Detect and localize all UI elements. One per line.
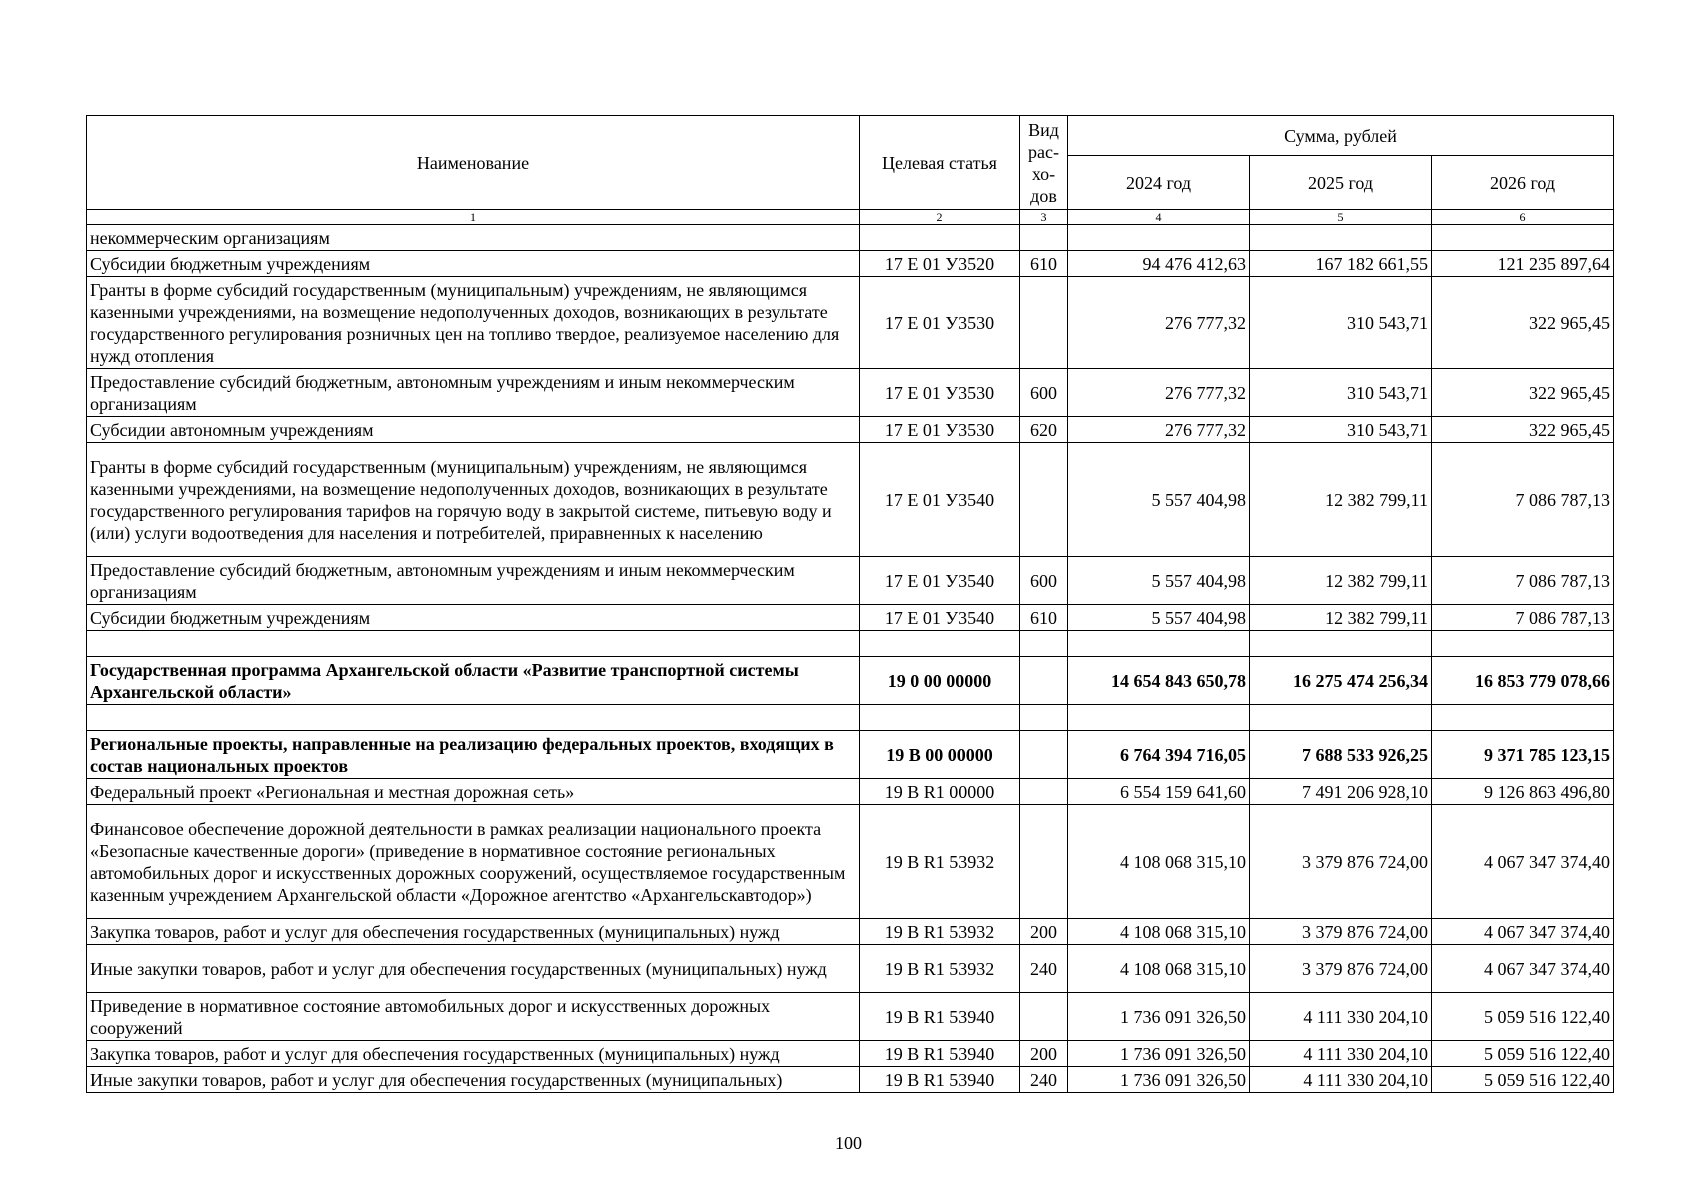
row-sum-2024: 94 476 412,63 (1068, 251, 1250, 277)
page-number: 100 (835, 1133, 862, 1153)
row-sum-2025 (1250, 705, 1432, 731)
table-row (87, 1041, 1614, 1067)
row-sum-2024 (1068, 631, 1250, 657)
row-target-article: 19 В R1 53940 (860, 1041, 1020, 1067)
row-expense-type (1020, 443, 1068, 557)
row-sum-2026: 4 067 347 374,40 (1432, 919, 1614, 945)
row-expense-type (1020, 277, 1068, 369)
row-target-article: 19 В R1 53940 (860, 993, 1020, 1041)
row-sum-2025: 7 688 533 926,25 (1250, 731, 1432, 779)
header-expense-type: Вид рас- хо- дов (1020, 116, 1068, 210)
row-sum-2025: 4 111 330 204,10 (1250, 1041, 1432, 1067)
row-expense-type (1020, 731, 1068, 779)
row-sum-2025 (1250, 225, 1432, 251)
table-row (87, 919, 1614, 945)
row-sum-2026: 5 059 516 122,40 (1432, 993, 1614, 1041)
row-expense-type: 200 (1020, 1041, 1068, 1067)
row-sum-2024: 14 654 843 650,78 (1068, 657, 1250, 705)
column-number-row (87, 210, 1614, 225)
row-sum-2025: 310 543,71 (1250, 369, 1432, 417)
budget-table (86, 115, 1614, 1093)
row-sum-2026: 16 853 779 078,66 (1432, 657, 1614, 705)
row-name: Региональные проекты, направленные на реализацию федеральных проектов, входящих в состав национальных проектов (87, 731, 860, 779)
row-target-article: 19 В R1 53932 (860, 805, 1020, 919)
row-sum-2026: 9 371 785 123,15 (1432, 731, 1614, 779)
row-sum-2024: 276 777,32 (1068, 417, 1250, 443)
row-target-article: 19 0 00 00000 (860, 657, 1020, 705)
row-expense-type (1020, 779, 1068, 805)
row-expense-type (1020, 805, 1068, 919)
row-sum-2025: 12 382 799,11 (1250, 605, 1432, 631)
row-sum-2026: 9 126 863 496,80 (1432, 779, 1614, 805)
row-sum-2026: 7 086 787,13 (1432, 605, 1614, 631)
row-expense-type: 600 (1020, 557, 1068, 605)
table-row (87, 705, 1614, 731)
row-target-article: 19 В R1 53940 (860, 1067, 1020, 1093)
table-row (87, 631, 1614, 657)
row-name: Предоставление субсидий бюджетным, автономным учреждениям и иным некоммерческим организациям (87, 369, 860, 417)
row-name: Субсидии автономным учреждениям (87, 417, 860, 443)
row-sum-2026: 5 059 516 122,40 (1432, 1067, 1614, 1093)
row-target-article: 17 Е 01 У3530 (860, 277, 1020, 369)
row-target-article: 19 В R1 00000 (860, 779, 1020, 805)
table-row (87, 225, 1614, 251)
row-sum-2026: 4 067 347 374,40 (1432, 805, 1614, 919)
header-target-article: Целевая статья (860, 116, 1020, 210)
row-sum-2025: 3 379 876 724,00 (1250, 945, 1432, 993)
row-target-article: 19 В R1 53932 (860, 919, 1020, 945)
row-name: Иные закупки товаров, работ и услуг для обеспечения государственных (муниципальных) (87, 1067, 860, 1093)
table-row (87, 779, 1614, 805)
table-row (87, 369, 1614, 417)
row-sum-2026: 322 965,45 (1432, 369, 1614, 417)
column-number: 1 (87, 210, 860, 225)
row-target-article (860, 225, 1020, 251)
header-year-2025: 2025 год (1250, 156, 1432, 210)
row-expense-type: 200 (1020, 919, 1068, 945)
row-sum-2025: 3 379 876 724,00 (1250, 919, 1432, 945)
row-name: Гранты в форме субсидий государственным (муниципальным) учреждениям, не являющимся казенными учреждениями, на возмещение недополученных доходов, возникающих в результате государственного регулирования тарифов на горячую воду в закрытой системе, питьевую воду и (или) услуги водоотведения для населения и потребителей, приравненных к населению (87, 443, 860, 557)
row-name: Иные закупки товаров, работ и услуг для обеспечения государственных (муниципальных) нужд (87, 945, 860, 993)
row-target-article (860, 705, 1020, 731)
table-row (87, 945, 1614, 993)
row-name: Предоставление субсидий бюджетным, автономным учреждениям и иным некоммерческим организациям (87, 557, 860, 605)
row-sum-2025: 12 382 799,11 (1250, 557, 1432, 605)
row-target-article: 17 Е 01 У3540 (860, 605, 1020, 631)
row-expense-type (1020, 657, 1068, 705)
table-row (87, 417, 1614, 443)
row-sum-2024: 1 736 091 326,50 (1068, 993, 1250, 1041)
row-target-article (860, 631, 1020, 657)
row-sum-2024 (1068, 705, 1250, 731)
row-expense-type: 610 (1020, 605, 1068, 631)
table-row (87, 557, 1614, 605)
header-year-2026: 2026 год (1432, 156, 1614, 210)
row-sum-2025: 167 182 661,55 (1250, 251, 1432, 277)
row-sum-2026: 322 965,45 (1432, 417, 1614, 443)
row-sum-2026: 5 059 516 122,40 (1432, 1041, 1614, 1067)
row-target-article: 17 Е 01 У3530 (860, 369, 1020, 417)
row-target-article: 19 В R1 53932 (860, 945, 1020, 993)
row-expense-type: 240 (1020, 945, 1068, 993)
row-sum-2024: 5 557 404,98 (1068, 443, 1250, 557)
column-number: 5 (1250, 210, 1432, 225)
row-sum-2024: 1 736 091 326,50 (1068, 1041, 1250, 1067)
row-sum-2024: 1 736 091 326,50 (1068, 1067, 1250, 1093)
column-number: 3 (1020, 210, 1068, 225)
row-sum-2026: 7 086 787,13 (1432, 557, 1614, 605)
row-sum-2024: 6 764 394 716,05 (1068, 731, 1250, 779)
row-name (87, 631, 860, 657)
column-number: 4 (1068, 210, 1250, 225)
row-sum-2024: 4 108 068 315,10 (1068, 945, 1250, 993)
row-sum-2025: 7 491 206 928,10 (1250, 779, 1432, 805)
row-expense-type: 240 (1020, 1067, 1068, 1093)
row-sum-2025: 310 543,71 (1250, 277, 1432, 369)
row-sum-2024: 5 557 404,98 (1068, 605, 1250, 631)
table-row (87, 657, 1614, 705)
table-row (87, 443, 1614, 557)
row-name: Закупка товаров, работ и услуг для обеспечения государственных (муниципальных) нужд (87, 919, 860, 945)
row-sum-2024 (1068, 225, 1250, 251)
row-sum-2025: 16 275 474 256,34 (1250, 657, 1432, 705)
row-expense-type (1020, 631, 1068, 657)
row-expense-type (1020, 993, 1068, 1041)
row-expense-type (1020, 705, 1068, 731)
table-row (87, 605, 1614, 631)
row-sum-2024: 4 108 068 315,10 (1068, 805, 1250, 919)
row-sum-2026: 322 965,45 (1432, 277, 1614, 369)
row-expense-type: 620 (1020, 417, 1068, 443)
row-target-article: 17 Е 01 У3520 (860, 251, 1020, 277)
row-expense-type (1020, 225, 1068, 251)
row-expense-type: 600 (1020, 369, 1068, 417)
table-row (87, 805, 1614, 919)
column-number: 2 (860, 210, 1020, 225)
row-name: некоммерческим организациям (87, 225, 860, 251)
row-sum-2026: 121 235 897,64 (1432, 251, 1614, 277)
row-name: Субсидии бюджетным учреждениям (87, 251, 860, 277)
row-expense-type: 610 (1020, 251, 1068, 277)
table-body (87, 225, 1614, 1093)
header-sum-group: Сумма, рублей (1068, 116, 1614, 156)
header-year-2024: 2024 год (1068, 156, 1250, 210)
row-sum-2026: 7 086 787,13 (1432, 443, 1614, 557)
row-sum-2025: 310 543,71 (1250, 417, 1432, 443)
header-name: Наименование (87, 116, 860, 210)
row-name: Государственная программа Архангельской области «Развитие транспортной системы Архангельской области» (87, 657, 860, 705)
row-name: Гранты в форме субсидий государственным (муниципальным) учреждениям, не являющимся казенными учреждениями, на возмещение недополученных доходов, возникающих в результате государственного регулирования розничных цен на топливо твердое, реализуемое населению для нужд отопления (87, 277, 860, 369)
row-sum-2025: 4 111 330 204,10 (1250, 1067, 1432, 1093)
row-target-article: 17 Е 01 У3530 (860, 417, 1020, 443)
row-sum-2024: 276 777,32 (1068, 369, 1250, 417)
row-sum-2025: 4 111 330 204,10 (1250, 993, 1432, 1041)
table-row (87, 251, 1614, 277)
column-number: 6 (1432, 210, 1614, 225)
row-name (87, 705, 860, 731)
row-sum-2026 (1432, 705, 1614, 731)
row-name: Субсидии бюджетным учреждениям (87, 605, 860, 631)
row-sum-2024: 4 108 068 315,10 (1068, 919, 1250, 945)
row-name: Федеральный проект «Региональная и местная дорожная сеть» (87, 779, 860, 805)
row-target-article: 19 В 00 00000 (860, 731, 1020, 779)
table-row (87, 731, 1614, 779)
row-sum-2026: 4 067 347 374,40 (1432, 945, 1614, 993)
row-sum-2026 (1432, 225, 1614, 251)
table-row (87, 993, 1614, 1041)
row-sum-2025 (1250, 631, 1432, 657)
row-name: Закупка товаров, работ и услуг для обеспечения государственных (муниципальных) нужд (87, 1041, 860, 1067)
row-sum-2026 (1432, 631, 1614, 657)
row-sum-2024: 276 777,32 (1068, 277, 1250, 369)
row-target-article: 17 Е 01 У3540 (860, 443, 1020, 557)
row-sum-2025: 12 382 799,11 (1250, 443, 1432, 557)
row-name: Приведение в нормативное состояние автомобильных дорог и искусственных дорожных сооружений (87, 993, 860, 1041)
row-sum-2025: 3 379 876 724,00 (1250, 805, 1432, 919)
row-sum-2024: 6 554 159 641,60 (1068, 779, 1250, 805)
row-target-article: 17 Е 01 У3540 (860, 557, 1020, 605)
row-sum-2024: 5 557 404,98 (1068, 557, 1250, 605)
table-header (87, 116, 1614, 225)
table-row (87, 1067, 1614, 1093)
table-row (87, 277, 1614, 369)
row-name: Финансовое обеспечение дорожной деятельности в рамках реализации национального проекта «Безопасные качественные дороги» (приведение в нормативное состояние региональных автомобильных дорог и искусственных дорожных сооружений, осуществляемое государственным казенным учреждением Архангельской области «Дорожное агентство «Архангельскавтодор») (87, 805, 860, 919)
